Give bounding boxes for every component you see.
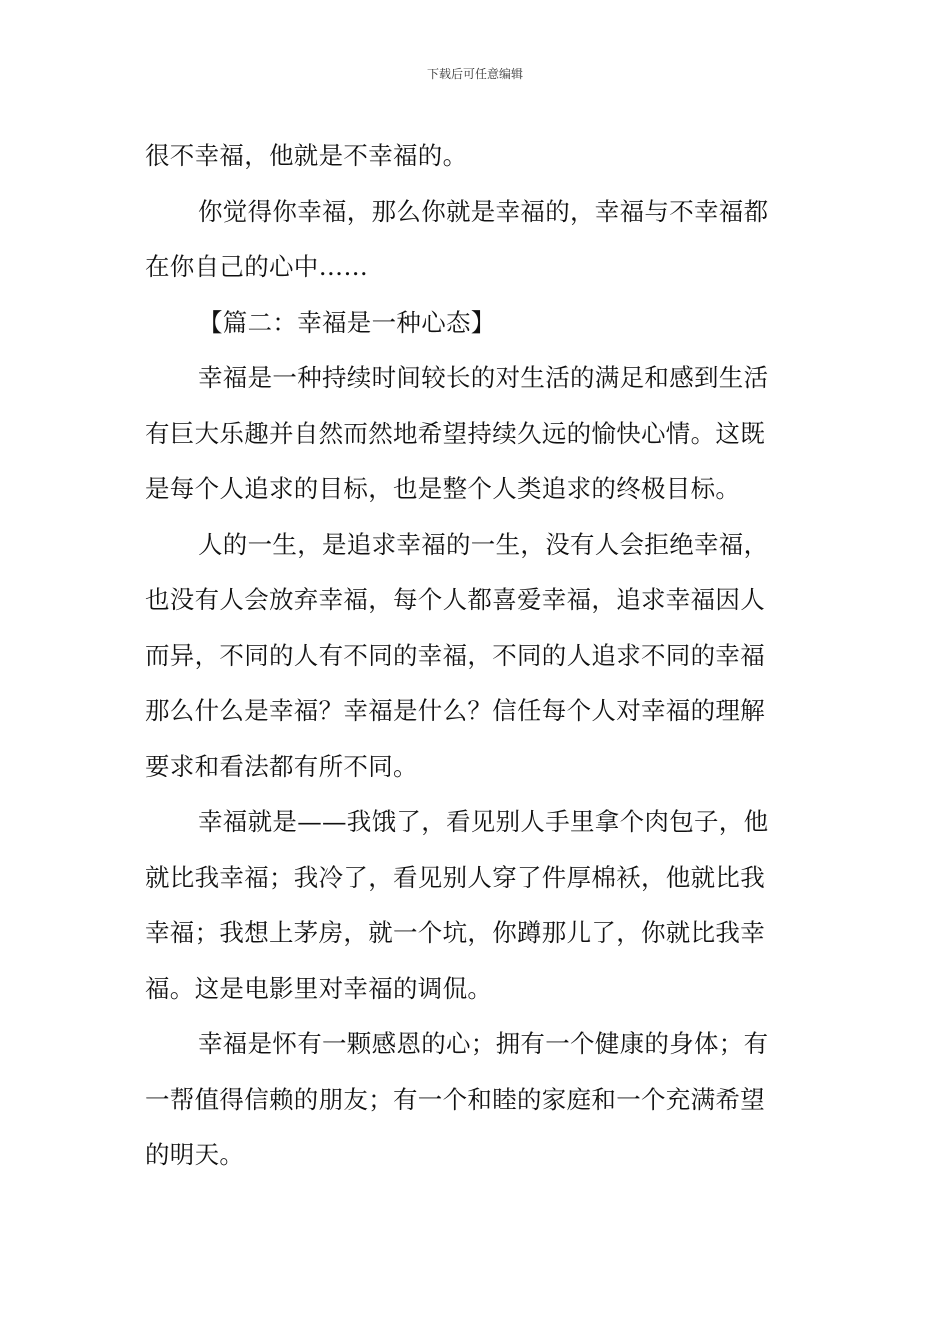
text-line: 幸福；我想上茅房，就一个坑，你蹲那儿了，你就比我幸 — [145, 918, 765, 947]
page-header: 下载后可任意编辑 — [426, 67, 523, 81]
section-title: 【篇二：幸福是一种心态】 — [198, 307, 496, 337]
paragraph-start-line: 你觉得你幸福，那么你就是幸福的，幸福与不幸福都 — [198, 196, 769, 226]
text-line: 在你自己的心中…… — [145, 252, 369, 281]
text-line: 的明天。 — [145, 1140, 245, 1169]
text-line: 一帮值得信赖的朋友；有一个和睦的家庭和一个充满希望 — [145, 1084, 765, 1114]
text-line: 那么什么是幸福？幸福是什么？信任每个人对幸福的理解 — [145, 696, 765, 725]
text-line: 福。这是电影里对幸福的调侃。 — [145, 973, 493, 1003]
text-line: 要求和看法都有所不同。 — [145, 751, 418, 781]
text-line: 就比我幸福；我冷了，看见别人穿了件厚棉袄，他就比我 — [145, 862, 765, 892]
text-line: 是每个人追求的目标，也是整个人类追求的终极目标。 — [145, 474, 741, 503]
paragraph-start-line: 幸福是一种持续时间较长的对生活的满足和感到生活 — [198, 363, 769, 392]
paragraph-start-line: 幸福是怀有一颗感恩的心；拥有一个健康的身体；有 — [198, 1029, 769, 1058]
text-line: 有巨大乐趣并自然而然地希望持续久远的愉快心情。这既 — [145, 418, 765, 448]
paragraph-start-line: 人的一生，是追求幸福的一生，没有人会拒绝幸福， — [198, 529, 769, 559]
document-body — [145, 128, 809, 1183]
text-line: 而异，不同的人有不同的幸福，不同的人追求不同的幸福 — [145, 640, 765, 670]
text-line: 很不幸福，他就是不幸福的。 — [145, 141, 468, 170]
paragraph-start-line: 幸福就是——我饿了，看见别人手里拿个肉包子，他 — [198, 807, 769, 836]
text-line: 也没有人会放弃幸福，每个人都喜爱幸福，追求幸福因人 — [145, 585, 765, 614]
